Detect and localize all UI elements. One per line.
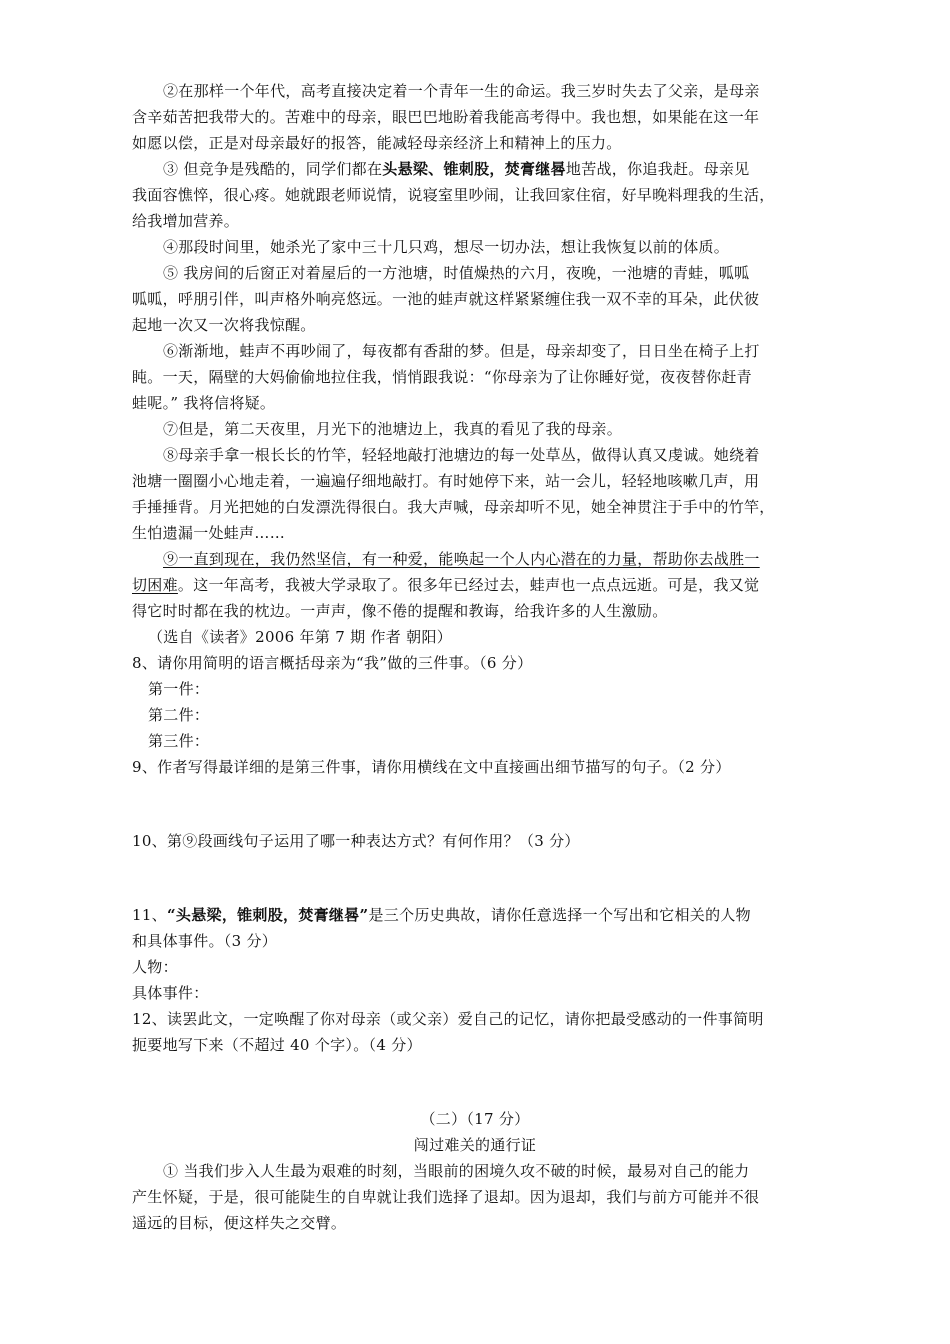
source-citation: （选自《读者》2006 年第 7 期 作者 朝阳） [148,628,453,646]
paragraph-3-idioms: 头悬梁、锥刺股，焚膏继晷 [382,160,566,178]
paragraph-9-text: 。这一年高考，我被大学录取了。很多年已经过去，蛙声也一点点远逝。可是，我又觉 [177,576,760,594]
question-11-line-1 [132,904,751,928]
question-9: 9、作者写得最详细的是第三件事，请你用横线在文中直接画出细节描写的句子。（2 分） [132,758,731,776]
paragraph-5-line-1: ⑤ 我房间的后窗正对着屋后的一方池塘，时值燥热的六月，夜晚，一池塘的青蛙，呱呱 [163,264,750,282]
paragraph-3-line-1 [163,158,750,182]
paragraph-2-line-3: 如愿以偿，正是对母亲最好的报答，能减轻母亲经济上和精神上的压力。 [132,134,622,152]
section-2-heading: （二）（17 分） [420,1110,530,1128]
question-11-number: 11、 [132,906,167,924]
section-2-title: 闯过难关的通行证 [413,1136,537,1154]
question-8: 8、请你用简明的语言概括母亲为“我”做的三件事。（6 分） [132,654,533,672]
question-10: 10、第⑨段画线句子运用了哪一种表达方式？有何作用？（3 分） [132,832,580,850]
paragraph-8-line-2: 池塘一圈圈小心地走着，一遍遍仔细地敲打。有时她停下来，站一会儿，轻轻地咳嗽几声，用 [132,472,760,490]
question-8-answer-1: 第一件： [148,680,210,698]
paragraph-3-line-2: 我面容憔悴，很心疼。她就跟老师说情，说寝室里吵闹，让我回家住宿，好早晚料理我的生活， [132,186,775,204]
section-2-paragraph-1-line-3: 遥远的目标，便这样失之交臂。 [132,1214,347,1232]
paragraph-6-line-1: ⑥渐渐地，蛙声不再吵闹了，每夜都有香甜的梦。但是，母亲却变了，日日坐在椅子上打 [163,342,760,360]
paragraph-5-line-3: 起地一次又一次将我惊醒。 [132,316,316,334]
paragraph-2-line-2: 含辛茹苦把我带大的。苦难中的母亲，眼巴巴地盼着我能高考得中。我也想，如果能在这一年 [132,108,760,126]
question-12-line-1: 12、读罢此文，一定唤醒了你对母亲（或父亲）爱自己的记忆，请你把最受感动的一件事简明 [132,1010,764,1028]
paragraph-3-line-3: 给我增加营养。 [132,212,240,230]
paragraph-6-line-3: 蛙呢。” 我将信将疑。 [132,394,276,412]
paragraph-5-line-2: 呱呱，呼朋引伴，叫声格外响亮悠远。一池的蛙声就这样紧紧缠住我一双不幸的耳朵，此伏彼 [132,290,760,308]
paragraph-3-text: 地苦战，你追我赶。母亲见 [565,160,750,178]
paragraph-8-line-4: 生怕遗漏一处蛙声…… [132,524,286,542]
section-2-paragraph-1-line-1: ① 当我们步入人生最为艰难的时刻，当眼前的困境久攻不破的时候，最易对自己的能力 [163,1162,750,1180]
question-11-idioms: “头悬梁，锥刺股，焚膏继晷” [167,906,369,924]
paragraph-9-line-3: 得它时时都在我的枕边。一声声，像不倦的提醒和教诲，给我许多的人生激励。 [132,602,668,620]
question-11-line-2: 和具体事件。（3 分） [132,932,278,950]
question-12-line-2: 扼要地写下来（不超过 40 个字）。（4 分） [132,1036,422,1054]
paragraph-3-text: ③ 但竞争是残酷的，同学们都在 [163,160,383,178]
question-8-answer-3: 第三件： [148,732,210,750]
question-11-text: 是三个历史典故，请你任意选择一个写出和它相关的人物 [368,906,751,924]
paragraph-9-underlined-sentence: ⑨一直到现在，我仍然坚信，有一种爱，能唤起一个人内心潜在的力量，帮助你去战胜一 [163,550,760,568]
paragraph-8-line-3: 手捶捶背。月光把她的白发漂洗得很白。我大声喊，母亲却听不见，她全神贯注于手中的竹竿， [132,498,775,516]
question-8-answer-2: 第二件： [148,706,210,724]
question-11-event: 具体事件： [132,984,209,1002]
paragraph-9-underlined-end: 切困难 [132,576,178,594]
question-11-person: 人物： [132,958,178,976]
paragraph-2-line-1: ②在那样一个年代，高考直接决定着一个青年一生的命运。我三岁时失去了父亲，是母亲 [163,82,760,100]
paragraph-9-line-2 [132,574,759,598]
section-2-paragraph-1-line-2: 产生怀疑，于是，很可能陡生的自卑就让我们选择了退却。因为退却，我们与前方可能并不很 [132,1188,760,1206]
paragraph-8-line-1: ⑧母亲手拿一根长长的竹竿，轻轻地敲打池塘边的每一处草丛，做得认真又虔诚。她绕着 [163,446,760,464]
paragraph-4: ④那段时间里，她杀光了家中三十几只鸡，想尽一切办法，想让我恢复以前的体质。 [163,238,730,256]
paragraph-7: ⑦但是，第二天夜里，月光下的池塘边上，我真的看见了我的母亲。 [163,420,623,438]
paragraph-6-line-2: 盹。一天，隔壁的大妈偷偷地拉住我，悄悄跟我说：“你母亲为了让你睡好觉，夜夜替你赶青 [132,368,752,386]
